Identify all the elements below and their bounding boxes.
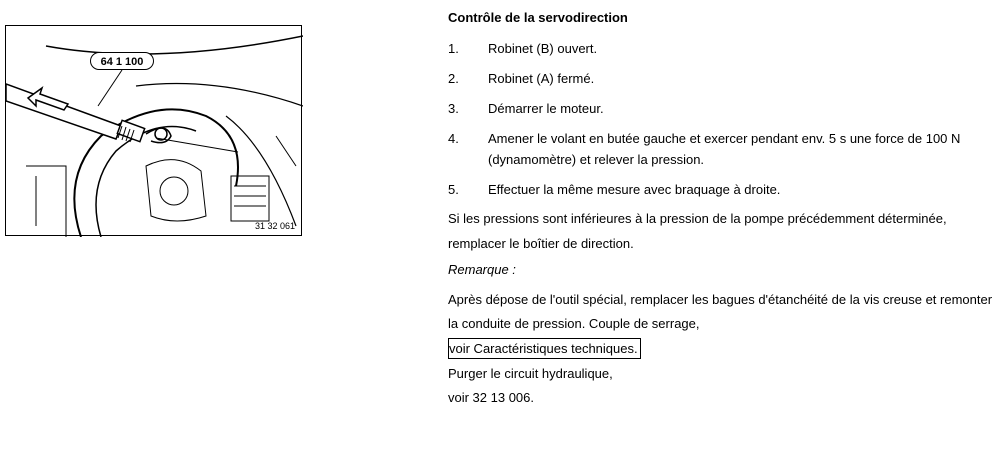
figure-code: 31 32 061 [254, 221, 295, 231]
purge-text: Purger le circuit hydraulique, [448, 366, 613, 381]
step-number: 5. [448, 182, 459, 197]
step-item [448, 179, 996, 200]
tool-number-label: 64 1 100 [90, 52, 154, 70]
step-number: 2. [448, 71, 459, 86]
remark-label: Remarque : [448, 262, 516, 277]
procedure-content [448, 10, 996, 410]
section-title: Contrôle de la servodirection [448, 10, 628, 25]
step-text: Amener le volant en butée gauche et exercer pendant env. 5 s une force de 100 N (dynamomètre) et relever la pression. [488, 131, 961, 167]
pressure-note: Si les pressions sont inférieures à la pression de la pompe précédemment déterminée, remplacer le boîtier de direction. [448, 211, 947, 251]
step-number: 1. [448, 41, 459, 56]
step-item [448, 98, 996, 119]
step-item [448, 38, 996, 59]
remark-text: Après dépose de l'outil spécial, remplacer les bagues d'étanchéité de la vis creuse et remonter la conduite de pression. Couple de serrage, [448, 292, 993, 331]
step-number: 4. [448, 131, 459, 146]
step-text: Effectuer la même mesure avec braquage à droite. [488, 182, 781, 197]
step-text: Robinet (B) ouvert. [488, 41, 598, 56]
step-item [448, 128, 996, 170]
step-text: Robinet (A) fermé. [488, 71, 595, 86]
technical-illustration [5, 25, 302, 236]
step-number: 3. [448, 101, 459, 116]
reference-text: voir 32 13 006. [448, 390, 535, 405]
step-text: Démarrer le moteur. [488, 101, 604, 116]
technical-specs-link[interactable]: voir Caractéristiques techniques. [448, 338, 641, 359]
step-item [448, 68, 996, 89]
steering-wheel-drawing [6, 26, 303, 237]
